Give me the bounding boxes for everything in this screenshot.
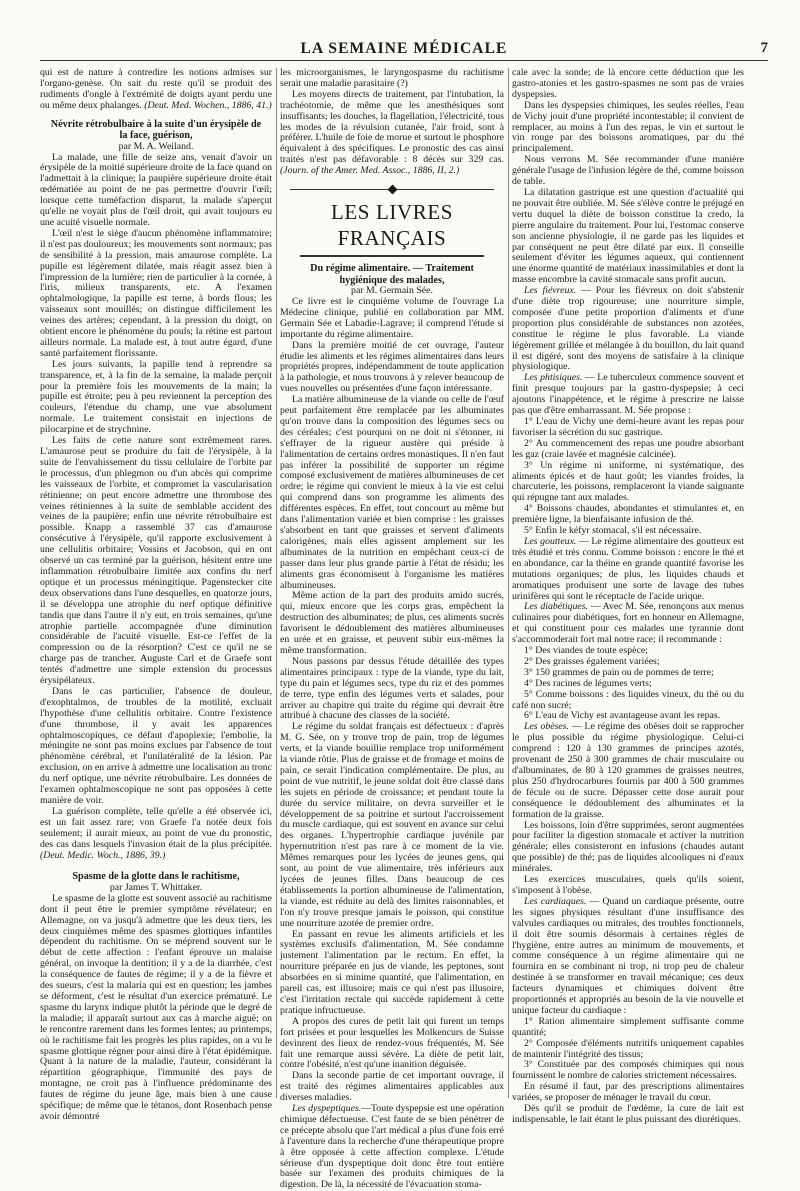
paragraph: En passant en revue les aliments artificiels et les systèmes exclusifs d'alimentation, M. Sée condamne justement l'alimentation par le rectum. En effet, la nourriture préparée en jus de viande, les peptones, sont absorbées en si minime quantité, que l'alimentation, en pareil cas, est illusoire; mais ce qui n'est pas illusoire, c'est l'irritation rectale qui succède rapidement à cette pratique infructueuse.	[280, 928, 504, 1016]
list-item: 6° L'eau de Vichy est avantageuse avant les repas.	[524, 710, 721, 722]
paragraph: Les goutteux. — Le régime alimentaire des goutteux est très étudié et très connu. Comme boisson : encore le thé et en abondance, car la théine en grande quantité favorise les mutations organiques; de plus, les liquides chauds et aromatiques produisent une sorte de lavage des tubes urinifères qui sont le réceptacle de l'acide urique.	[512, 535, 744, 602]
list-item: 2° Composée d'éléments nutritifs uniquement capables de maintenir l'intégrité des tissus;	[512, 1037, 744, 1060]
paragraph: cale avec la sonde; de là encore cette déduction que les gastro-atonies et les gastro-spasmes ne sont pas de vraies dyspepsies.	[512, 67, 744, 100]
paragraph: Les diabétiques. — Avec M. Sée, renonçons aux menus culinaires pour diabétiques, fort en honneur en Allemagne, et qui constituent pour ces malades une tyrannie dont s'accommoderait fort mal notre race; il recommande :	[512, 601, 744, 646]
paragraph: La malade, une fille de seize ans, venait d'avoir un érysipèle de la moitié supérieure droite de la face quand on l'admettait à la clinique; la paupière supérieure droite était œdématiée au point de ne pas permettre d'ouvrir l'œil; lorsque cette tuméfaction disparut, la malade s'aperçut qu'elle ne voyait plus de l'œil droit, qui avait toujours eu une acuité visuelle normale.	[40, 151, 272, 228]
paragraph: Même action de la part des produits amido sucrés, qui, mieux encore que les corps gras, empêchent la destruction des albuminates; de plus, ces aliments sucrés favorisent le dédoublement des matières albumineuses en urée et en graisse, et peuvent subir eux-mêmes la même transformation.	[280, 590, 504, 656]
book-author: par M. Germain Sée.	[351, 285, 433, 297]
paragraph: En résumé il faut, par des prescriptions alimentaires variées, se proposer de ménager le travail du cœur.	[512, 1081, 744, 1104]
paragraph: Dès qu'il se produit de l'œdème, la cure de lait est indispensable, le lait étant le plus puissant des diurétiques.	[512, 1103, 744, 1125]
paragraph: Dans la seconde partie de cet important ouvrage, il est traité des régimes alimentaires applicables aux diverses maladies.	[280, 1070, 504, 1104]
list-item: 4° Des racines de légumes verts;	[524, 677, 652, 689]
list-item: 1° Ration alimentaire simplement suffisante comme quantité;	[512, 1015, 744, 1038]
page-number: 7	[760, 40, 768, 56]
page-header	[40, 36, 768, 60]
list-item: 1° L'eau de Vichy une demi-heure avant les repas pour favoriser la sécrétion du suc gastrique.	[512, 416, 744, 438]
paragraph: A propos des cures de petit lait qui furent un temps fort prisées et pour lesquelles les Molkencurs de Suisse devinrent des lieux de rendez-vous fréquentés, M. Sée fait une remarque aussi sévère. La diète de petit lait, contre l'obésité, n'est qu'une inanition déguisée.	[280, 1015, 504, 1071]
paragraph: Les phtisiques. — Le tuberculeux commence souvent et finit presque toujours par la gastro-dyspepsie; à ceci ajoutons l'inappétence, et le régime à prescrire ne laisse pas que d'être embarrassant. M. Sée propose :	[512, 372, 744, 417]
paragraph: L'œil n'est le siège d'aucun phénomène inflammatoire; il n'est pas douloureux; les mouvements sont normaux; pas de sensibilité à la pression, mais amaurose complète. La pupille est légèrement dilatée, mais réagit assez bien à l'impression de la lumière; rien de particulier à la cornée, à l'iris, milieux transparents, etc. A l'examen ophtalmologique, la papille est terne, à bords flous; les vaisseaux sont mouillés; on distingue difficilement les veines des artères; cependant, à la pression du doigt, on obtient encore le phénomène du pouls; la rétine est partout ailleurs normale. La malade est, à tout autre égard, d'une santé parfaitement florissante.	[40, 227, 272, 359]
column-right	[512, 67, 745, 1125]
list-item: 4° Boissons chaudes, abondantes et stimulantes et, en première ligne, la bienfaisante infusion de thé.	[512, 503, 744, 526]
paragraph: La guérison complète, telle qu'elle a été observée ici, est un fait assez rare; von Graefe l'a notée deux fois seulement; il aurait mieux, au point de vue du pronostic, des cas dans lesquels l'invasion était de la plus précipitée. (Deut. Medic. Woch., 1886, 39.)	[40, 805, 272, 861]
citation: (Deut. Med. Wochen., 1886, 41.)	[144, 99, 272, 111]
paragraph: Dans le cas particulier, l'absence de douleur, d'exophtalmos, de troubles de la motilité, excluait l'hypothèse d'une cellulitis orbitaire. Contre l'existence d'une thrombose, il y avait les apparences ophtalmoscopiques, ce défaut d'apoplexie; l'embolie, la méningite ne sont pas moins exclues par l'absence de tout phénomène cérébral, et l'unilatéralité de la lésion. Par exclusion, on en arrive à admettre une localisation au tronc du nerf optique, une névrite rétrobulbaire. Les données de l'examen ophtalmoscopique ne sont pas opposées à cette manière de voir.	[40, 685, 272, 806]
citation: (Journ. of the Amer. Med. Assoc., 1886, II, 2.)	[280, 165, 460, 177]
paragraph: Les exercices musculaires, quels qu'ils soient, s'imposent à l'obèse.	[512, 874, 744, 896]
book-title: Du régime alimentaire. — Traitement hygiénique des malades,	[310, 263, 474, 286]
column-left	[40, 67, 272, 1122]
paragraph: les microorganismes, le laryngospasme du rachitisme serait une maladie parasitaire (?)	[280, 67, 504, 89]
column-divider	[508, 68, 509, 1098]
diamond-ornament-icon	[387, 185, 397, 195]
article-author: par James T. Whittaker.	[109, 881, 203, 893]
column-divider	[276, 68, 277, 1098]
paragraph: Ce livre est le cinquième volume de l'ouvrage La Médecine clinique, publié en collaboration par MM. Germain Sée et Labadie-Lagrave; il comprend l'étude si importante du régime alimentaire.	[280, 295, 504, 340]
citation: (Deut. Medic. Woch., 1886, 39.)	[40, 849, 166, 861]
section-title: LES LIVRES FRANÇAIS	[330, 200, 454, 251]
paragraph: Les faits de cette nature sont extrêmement rares. L'amaurose peut se produire du fait de l'érysipèle, à la suite de l'envahissement du tissu cellulaire de l'orbite par le processus, d'un phlegmon ou d'un abcès qui comprime les vaisseaux de l'orbite, et compromet la vascularisation rétinienne; on peut encore admettre une thrombose des veines rétiniennes à la suite de semblable accident des veines de la paupière; enfin une névrite rétrobulbaire est possible. Knapp a rassemblé 37 cas d'amaurose consécutive à l'érysipèle, qu'il rapporte exclusivement à une cellulitis orbitaire; Vossins et Jacobson, qui en ont observé un cas terminé par la guérison, hésitent entre une inflammation rétrobulbaire limitée aux confins du nerf optique et un processus méningitique. Pagenstecker cite deux observations dans l'une desquelles, en quatorze jours, il se développa une atrophie du nerf optique définitive tandis que dans l'autre il n'y eut, en trois semaines, qu'une atrophie partielle accompagnée d'une diminution considérable de l'acuité visuelle. Est-ce l'effet de la compression ou de la résorption? C'est ce qu'il ne se charge pas de trancher. Auguste Carl et de Graefe sont tentés d'admettre une simple extension du processus érysipélateux.	[40, 435, 272, 687]
paragraph: Nous passons par dessus l'étude détaillée des types alimentaires principaux : type de la viande, type du lait, type du pain et légumes secs, type du riz et des pommes de terre, type enfin des légumes verts et salades, pour arriver au chapitre qui traite du régime qui devrait être attribué à chacune des classes de la société.	[280, 655, 504, 722]
paragraph: Les fiévreux. — Pour les fiévreux on doit s'abstenir d'une diète trop rigoureuse; une nourriture simple, composée d'une petite proportion d'aliments et d'une proportion plus considérable de substances non azotées, constitue le régime le plus favorable. La viande légèrement grillée et mélangée à du bouillon, du lait quand il est digéré, sont des moyens de satisfaire à la clinique physiologique.	[512, 285, 744, 373]
section-underline	[300, 255, 484, 257]
paragraph: Les moyens directs de traitement, par l'intubation, la trachéotomie, de même que les anesthésiques sont insuffisants; les douches, la flagellation, l'électricité, tous les modes de la révulsion cutanée, l'air froid, sont à préférer. L'huile de foie de morue et surtout le phosphore équivalent à des spécifiques. Le pronostic des cas ainsi traités n'est pas défavorable : 8 décès sur 329 cas. (Journ. of the Amer. Med. Assoc., 1886, II, 2.)	[280, 88, 504, 177]
list-item: 3° Un régime ni uniforme, ni systématique, des aliments épicés et de haut goût; les viandes froides, la charcuterie, les poissons, remplaceront la viande saignante qui répugne tant aux malades.	[512, 459, 744, 504]
list-item: 3° Constituée par des composés chimiques qui nous fournissent le nombre de calories strictement nécessaires.	[512, 1059, 744, 1082]
paragraph: Dans la première moitié de cet ouvrage, l'auteur étudie les aliments et les régimes alimentaires dans leurs propriétés propres, indépendamment de toute application à la pathologie, et nous trouvons à y relever beaucoup de vues nouvelles ou présentées d'une façon intéressante.	[280, 339, 504, 395]
paragraph: Les obèses. — Le régime des obèses doit se rapprocher le plus possible du régime physiologique. Celui-ci comprend : 120 à 130 grammes de principes azotés, provenant de 250 à 300 grammes de chair musculaire ou d'albuminates, de 80 à 120 grammes de graisses neutres, plus 250 d'hydrocarbures fournis par 400 à 500 grammes de fécule ou de sucre. Dépasser cette dose aurait pour conséquence le dédoublement des albuminates et la formation de la graisse.	[512, 721, 745, 820]
paragraph: qui est de nature à contredire les notions admises sur l'organo-genèse. On sait du reste qu'il se produit des rudiments d'ongle à l'extrémité de doigts ayant perdu une ou même deux phalanges. (Deut. Med. Wochen., 1886, 41.)	[40, 67, 272, 111]
article-author: par M. A. Weiland.	[118, 140, 194, 152]
article-title: Spasme de la glotte dans le rachitisme,	[72, 871, 240, 883]
list-item: 3° 150 grammes de pain ou de pommes de terre;	[524, 666, 714, 678]
list-item: 1° Des viandes de toute espèce;	[524, 645, 648, 657]
header-rule	[40, 60, 768, 61]
paragraph: Les boissons, loin d'être supprimées, seront augmentées pour faciliter la digestion stomacale et activer la nutrition générale; elles consisteront en infusions (chaudes autant que possible) de thé; pas de liquides alcooliques ni d'eaux minérales.	[512, 819, 744, 875]
section-divider	[290, 183, 494, 197]
paragraph: Les cardiaques. — Quand un cardiaque présente, outre les signes physiques résultant d'une insuffisance des valvules cardiaques ou mitrales, des troubles fonctionnels, il doit être soumis désormais à certaines règles de l'hygiène, entre autres au minimum de mouvements, et comme conséquence à un régime alimentaire qui ne fournira en se combinant ni trop, ni trop peu de chaleur destinée à se transformer en travail mécanique; ces deux facteurs dynamiques et chimiques doivent être proportionnés et appropriés au besoin de la vie nouvelle et unique facteur du cardiaque :	[512, 895, 744, 1016]
list-item: 2° Au commencement des repas une poudre absorbant les gaz (craie lavée et magnésie calcinée).	[512, 437, 744, 460]
journal-title: LA SEMAINE MÉDICALE	[300, 40, 508, 57]
paragraph: Les dyspeptiques.—Toute dyspepsie est une opération chimique défectueuse. C'est faute de se bien pénétrer de ce précepte absolu que l'art médical a plus d'une fois erré à l'aventure dans la recherche d'une thérapeutique propre à être opposée à cette affection complexe. L'étude sérieuse d'un dyspeptique doit donc être tout entière basée sur l'examen des produits chimiques de la digestion. De là, la nécessité de l'évacuation stoma-	[280, 1103, 504, 1191]
column-middle	[280, 67, 504, 1191]
paragraph: La dilatation gastrique est une question d'actualité qui ne pouvait être oubliée. M. Sée s'élève contre le préjugé en vertu duquel la diète de boisson constitue la credo, la pierre angulaire du traitement. Pour lui, l'estomac conserve son ancienne physiologie, il ne garde pas les liquides et par conséquent ne peut être dilaté par eux. Il conseille seulement d'éviter les légumes aqueux, qui contiennent une énorme quantité de matériaux inassimilables et dont la masse encombre la cavité stomacale sans profit aucun.	[512, 186, 744, 286]
paragraph: La matière albumineuse de la viande ou celle de l'œuf peut parfaitement être remplacée par les albuminates qu'on trouve dans la composition des légumes secs ou des céréales; c'est pourquoi on ne doit ni s'étonner, ni s'effrayer de la rigueur austère qui préside à l'alimentation de certains ordres monastiques. Il n'en faut pas inférer la possibilité de supporter un régime composé exclusivement de matières albumineuses de cet ordre; le régime qui convient le mieux à la vie est celui qui comprend dans son programme les aliments des différentes espèces. En effet, tout concourt au même but dans l'alimentation variée et bien comprise : les graisses s'absorbent en tant que graisses et servent d'aliments calorigènes, mais elles agissent amplement sur les albuminates de la nutrition en empêchant ceux-ci de passer dans leur plus grande partie à l'état de résidu; les aliments gras économisent à l'organisme les matières albumineuses.	[280, 394, 504, 591]
list-item: 5° Comme boissons : des liquides vineux, du thé ou du café non sucré;	[512, 688, 744, 711]
list-item: 5° Enfin le kéfyr stomacal, s'il est nécessaire.	[524, 525, 702, 537]
list-item: 2° Des graisses également variées;	[524, 655, 660, 667]
paragraph: Nous verrons M. Sée recommander d'une manière générale l'usage de l'infusion légère de thé, comme boisson de table.	[512, 154, 744, 188]
paragraph: Le spasme de la glotte est souvent associé au rachitisme dont il peut être le premier symptôme révélateur; en Allemagne, on va jusqu'à admettre que les deux tiers, les deux cinquièmes même des spasmes glottiques infantiles dépendent du rachitisme. On se méprend souvent sur le début de cette affection : l'enfant éprouve un malaise général, on invoque la dentition; il y a de la diarrhée, c'est la conséquence de fautes de régime; il y a de la fièvre et des sueurs, c'est la malaria qui est en question; les jambes se déforment, c'est le résultat d'un exercice prématuré. Le spasme du larynx indique plutôt la période que le degré de la maladie; il apparaît surtout aux cas à marche aiguë; on le rencontre rarement dans les formes lentes; au printemps, où le rachitisme fait les progrès les plus rapides, on a vu le spasme glottique régner pour ainsi dire à l'état épidémique. Quant à la nature de la maladie, l'auteur, considérant la répartition géographique, l'immunité des pays de montagne, ne croit pas à l'influence prédominante des fautes de régime du jeune âge, mais bien à une cause spécifique; de même que le tétanos, dont Rosenbach pense avoir démontré	[40, 892, 272, 1122]
paragraph: Les jours suivants, la papille tend à reprendre sa transparence, et, à la fin de la semaine, la malade perçoit pour la première fois les mouvements de la main; la pupille est étroite; peu à peu reviennent la perception des couleurs, l'étendue du champ, une vue absolument normale. Le traitement consistait en injections de pilocarpine et de strychnine.	[40, 358, 272, 436]
paragraph: Le régime du soldat français est défectueux : d'après M. G. Sée, on y trouve trop de pain, trop de légumes verts, et la viande bouillie remplace trop uniformément la viande rôtie. Plus de graisse et de fromage et moins de pain, ce serait l'indication complémentaire. De plus, au point de vue nutritif, le jeune soldat doit être classé dans les sujets en période de croissance; et pendant toute la durée du service militaire, on devra surveiller et le développement de sa poitrine et surtout l'accroissement du muscle cardiaque, qui est souvent en avance sur celui des organes. L'hypertrophie cardiaque juvénile par hypernutrition n'est pas rare à ce moment de la vie. Mêmes remarques pour les lycées de jeunes gens, qui sont, au point de vue alimentaire, très inférieurs aux lycées de jeunes filles. Dans beaucoup de ces établissements la portion albumineuse de l'alimentation, la viande, est réduite au delà des limites raisonnables, et l'on n'y trouve presque jamais le poisson, qui constitue une nourriture azotée de premier ordre.	[280, 721, 504, 929]
article-title: Névrite rétrobulbaire à la suite d'un érysipèle de la face, guérison,	[50, 118, 262, 142]
paragraph: Dans les dyspepsies chimiques, les seules réelles, l'eau de Vichy jouit d'une propriété incontestable; il convient de remplacer, au moins à l'un des repas, le vin et surtout le vin rouge par des boissons aromatiques, par du thé principalement.	[512, 99, 744, 155]
